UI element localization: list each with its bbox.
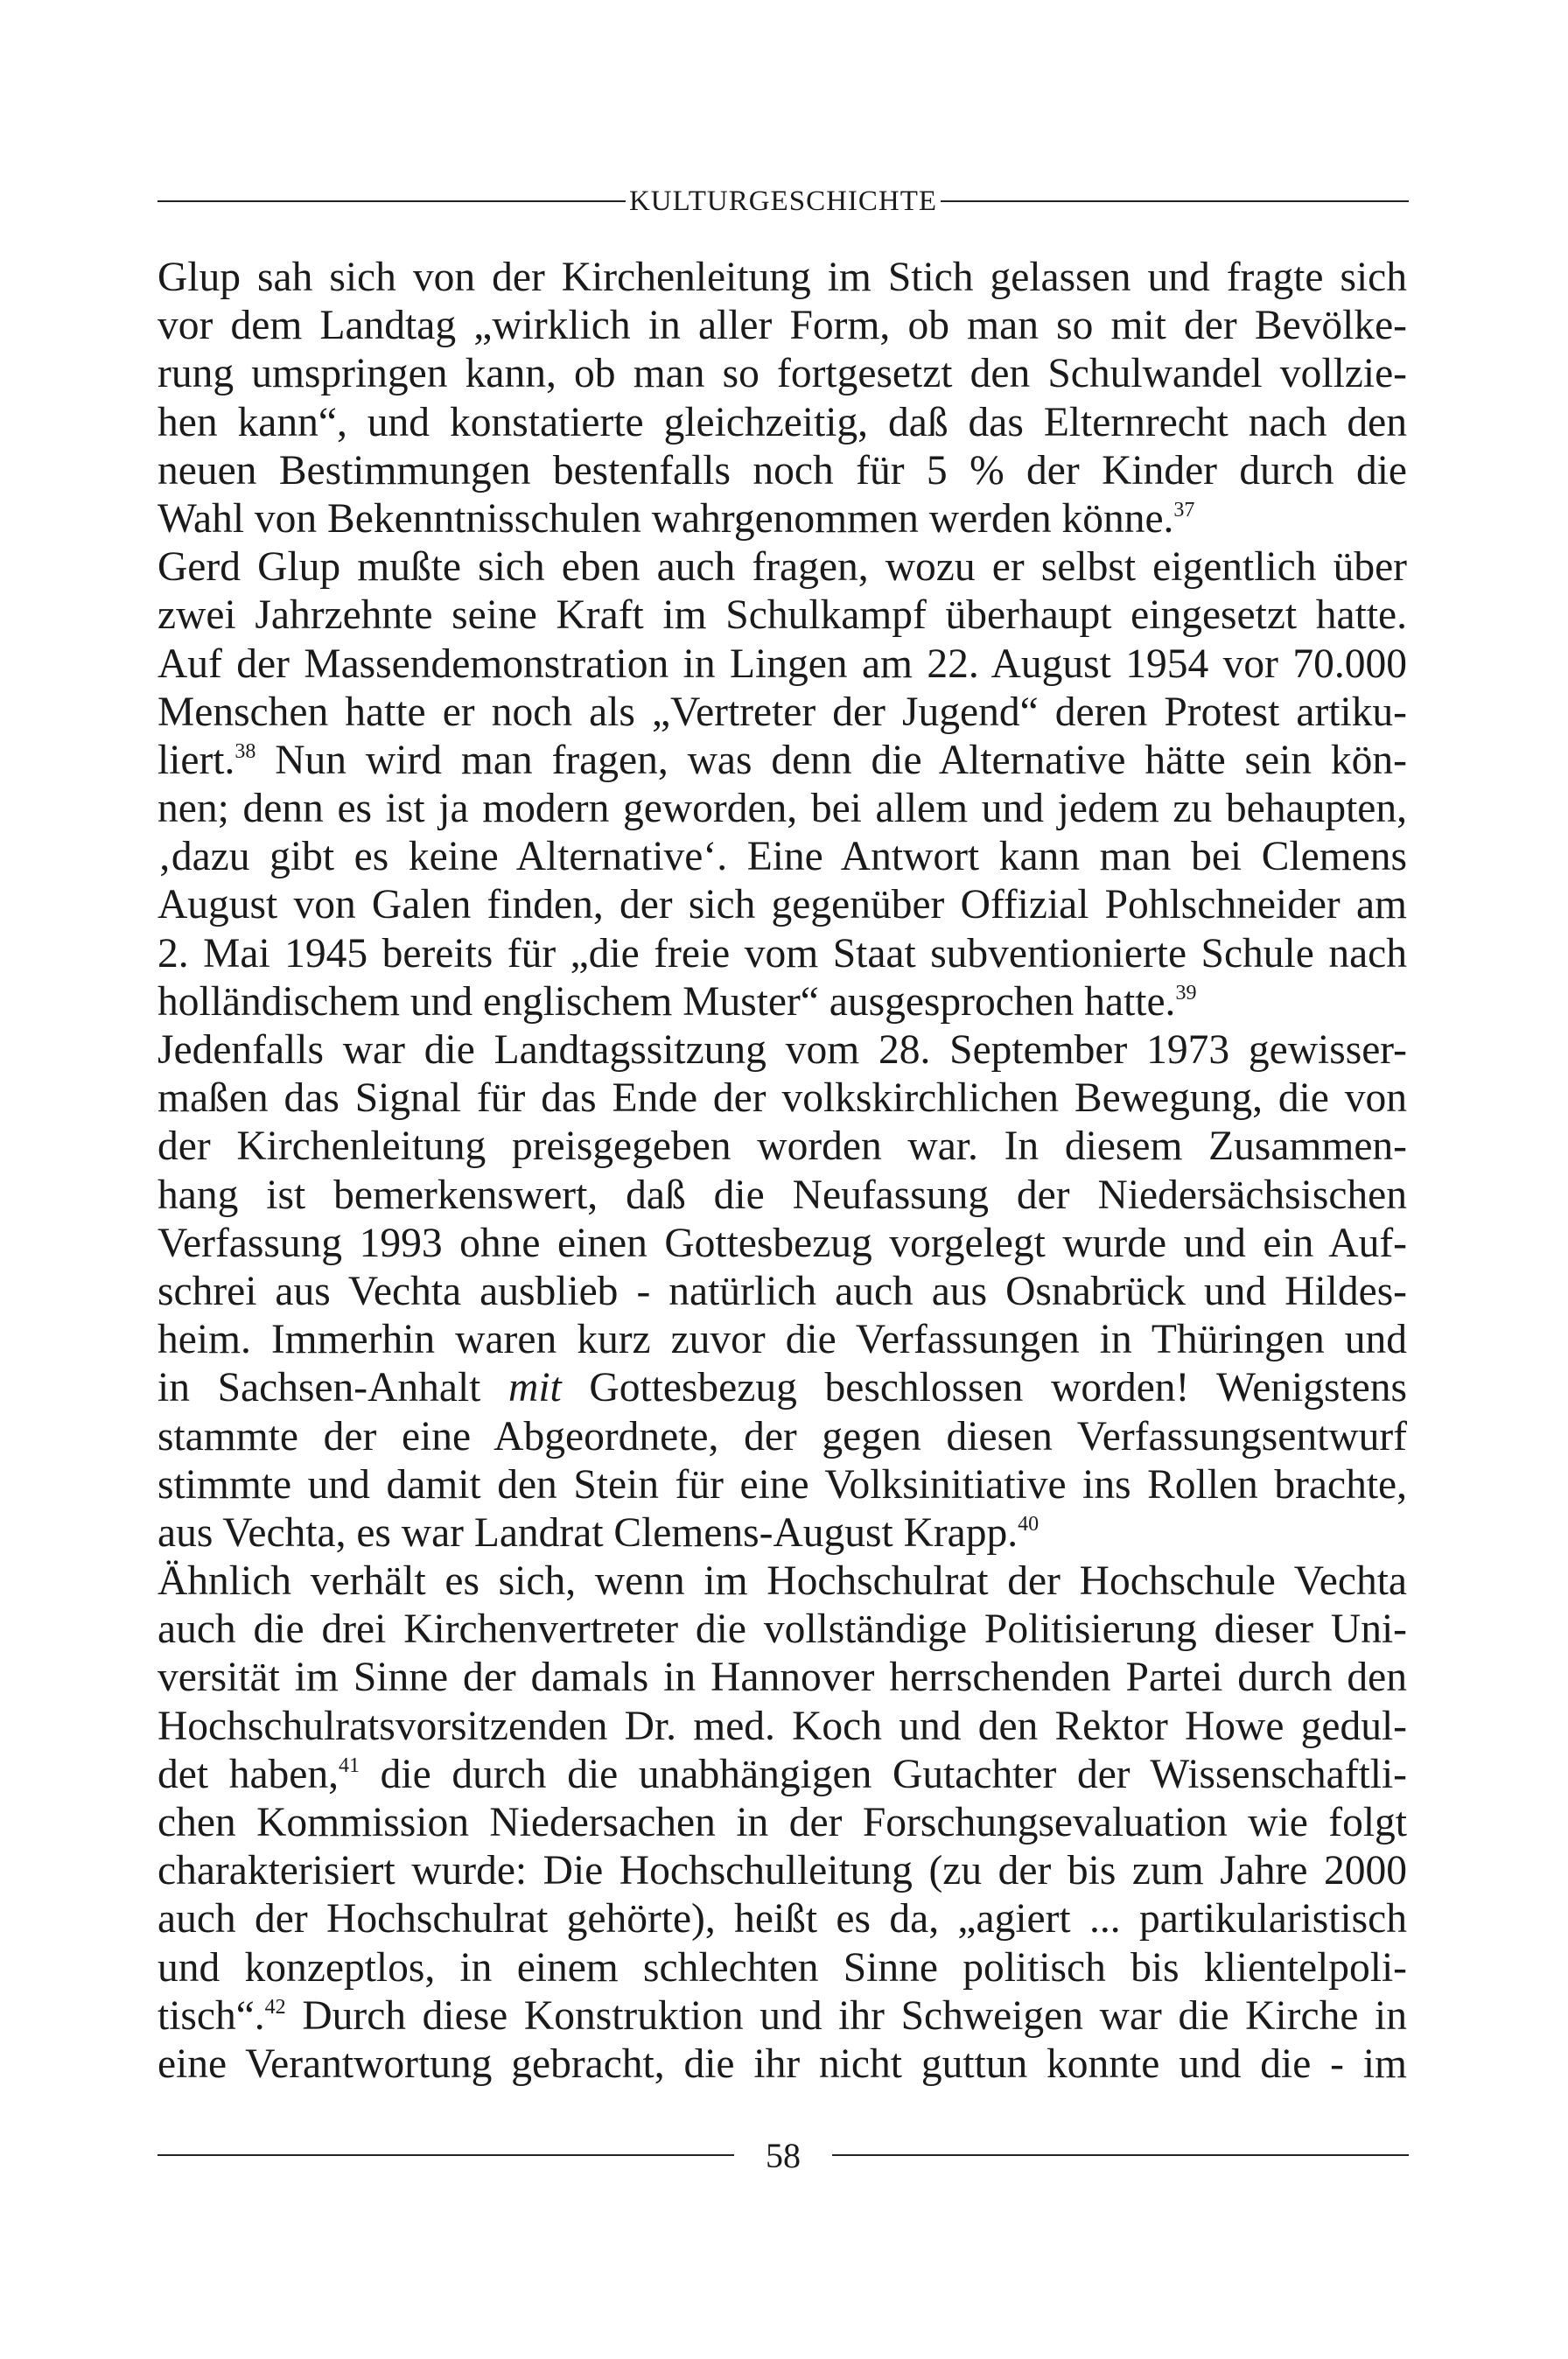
text-line: maßen das Signal für das Ende der volkskirchlichen Bewegung, die von	[158, 1075, 1407, 1122]
text-line: stimmte und damit den Stein für eine Volksinitiative ins Rollen brachte,	[158, 1461, 1407, 1508]
footer-rule-left	[158, 2154, 734, 2156]
text-line: schrei aus Vechta ausblieb - natürlich auch aus Osnabrück und Hildes-	[158, 1268, 1407, 1314]
text-line: Jedenfalls war die Landtagssitzung vom 28. September 1973 gewisser-	[158, 1027, 1407, 1073]
text-line: ‚dazu gibt es keine Alternative‘. Eine Antwort kann man bei Clemens	[158, 834, 1407, 880]
text-line: nen; denn es ist ja modern geworden, bei allem und jedem zu behaupten,	[158, 786, 1407, 832]
text-line: 2. Mai 1945 bereits für „die freie vom Staat subventionierte Schule nach	[158, 930, 1407, 976]
text-line: Glup sah sich von der Kirchenleitung im Stich gelassen und fragte sich	[158, 255, 1407, 300]
text-line: und konzeptlos, in einem schlechten Sinne politisch bis klientelpoli-	[158, 1944, 1407, 1991]
text-line: Gerd Glup mußte sich eben auch fragen, wozu er selbst eigentlich über	[158, 544, 1407, 591]
footnote-ref: 37	[1173, 498, 1195, 522]
text-line: in Sachsen-Anhalt mit Gottesbezug beschlossen worden! Wenigstens	[158, 1365, 1407, 1411]
body-text	[158, 254, 1407, 2089]
text-line: hang ist bemerkenswert, daß die Neufassung der Niedersächsischen	[158, 1172, 1407, 1218]
text-line: Hochschulratsvorsitzenden Dr. med. Koch und den Rektor Howe gedul-	[158, 1703, 1407, 1749]
text-line: neuen Bestimmungen bestenfalls noch für 5 % der Kinder durch die	[158, 447, 1407, 494]
text-line: holländischem und englischem Muster“ ausgesprochen hatte.$^{39}$	[158, 978, 1197, 1025]
text-line: tisch“.$^{42}$ Durch diese Konstruktion und ihr Schweigen war die Kirche in	[158, 1992, 1407, 2039]
emphasis: mit	[508, 1365, 562, 1411]
text-line: August von Galen finden, der sich gegenüber Offizial Pohlschneider am	[158, 882, 1407, 928]
text-line: Wahl von Bekenntnisschulen wahrgenommen werden könne.$^{37}$	[158, 495, 1195, 542]
text-line: Ähnlich verhält es sich, wenn im Hochschulrat der Hochschule Vechta	[158, 1558, 1407, 1605]
footnote-ref: 39	[1175, 981, 1197, 1004]
text-line: zwei Jahrzehnte seine Kraft im Schulkampf überhaupt eingesetzt hatte.	[158, 592, 1407, 639]
header-title: KULTURGESCHICHTE	[628, 185, 938, 217]
text-line: heim. Immerhin waren kurz zuvor die Verfassungen in Thüringen und	[158, 1317, 1407, 1363]
text-line: aus Vechta, es war Landrat Clemens-August Krapp.$^{40}$	[158, 1509, 1040, 1556]
text-line: auch die drei Kirchenvertreter die vollständige Politisierung dieser Uni-	[158, 1606, 1407, 1653]
footer-rule-right	[832, 2154, 1409, 2156]
header-rule-left	[158, 200, 626, 202]
footnote-ref: 41	[339, 1754, 360, 1777]
text-line: hen kann“, und konstatierte gleichzeitig, daß das Elternrecht nach den	[158, 399, 1407, 445]
footnote-ref: 42	[264, 1995, 286, 2019]
text-line: eine Verantwortung gebracht, die ihr nicht guttun konnte und die - im	[158, 2040, 1407, 2087]
footnote-ref: 38	[234, 739, 256, 763]
page-footer	[158, 2131, 1409, 2180]
text-line: rung umspringen kann, ob man so fortgesetzt den Schulwandel vollzie-	[158, 351, 1407, 397]
running-header	[158, 179, 1409, 223]
text-line: chen Kommission Niedersachen in der Forschungsevaluation wie folgt	[158, 1800, 1407, 1845]
text-line: liert.$^{38}$ Nun wird man fragen, was denn die Alternative hätte sein kön-	[158, 737, 1407, 783]
header-rule-right	[941, 200, 1409, 202]
text-line: auch der Hochschulrat gehörte), heißt es da, „agiert ... partikularistisch	[158, 1896, 1407, 1942]
text-line: der Kirchenleitung preisgegeben worden war. In diesem Zusammen-	[158, 1124, 1407, 1170]
text-line: det haben,$^{41}$ die durch die unabhängigen Gutachter der Wissenschaftli-	[158, 1751, 1407, 1797]
page-number: 58	[766, 2135, 801, 2175]
text-line: stammte der eine Abgeordnete, der gegen diesen Verfassungsentwurf	[158, 1413, 1407, 1460]
text-line: vor dem Landtag „wirklich in aller Form, ob man so mit der Bevölke-	[158, 303, 1407, 349]
text-line: Menschen hatte er noch als „Vertreter der Jugend“ deren Protest artiku-	[158, 689, 1407, 735]
footnote-ref: 40	[1018, 1512, 1040, 1536]
text-line: Verfassung 1993 ohne einen Gottesbezug vorgelegt wurde und ein Auf-	[158, 1220, 1407, 1266]
text-line: versität im Sinne der damals in Hannover herrschenden Partei durch den	[158, 1655, 1407, 1701]
text-line: Auf der Massendemonstration in Lingen am 22. August 1954 vor 70.000	[158, 640, 1407, 687]
text-line: charakterisiert wurde: Die Hochschulleitung (zu der bis zum Jahre 2000	[158, 1848, 1407, 1894]
